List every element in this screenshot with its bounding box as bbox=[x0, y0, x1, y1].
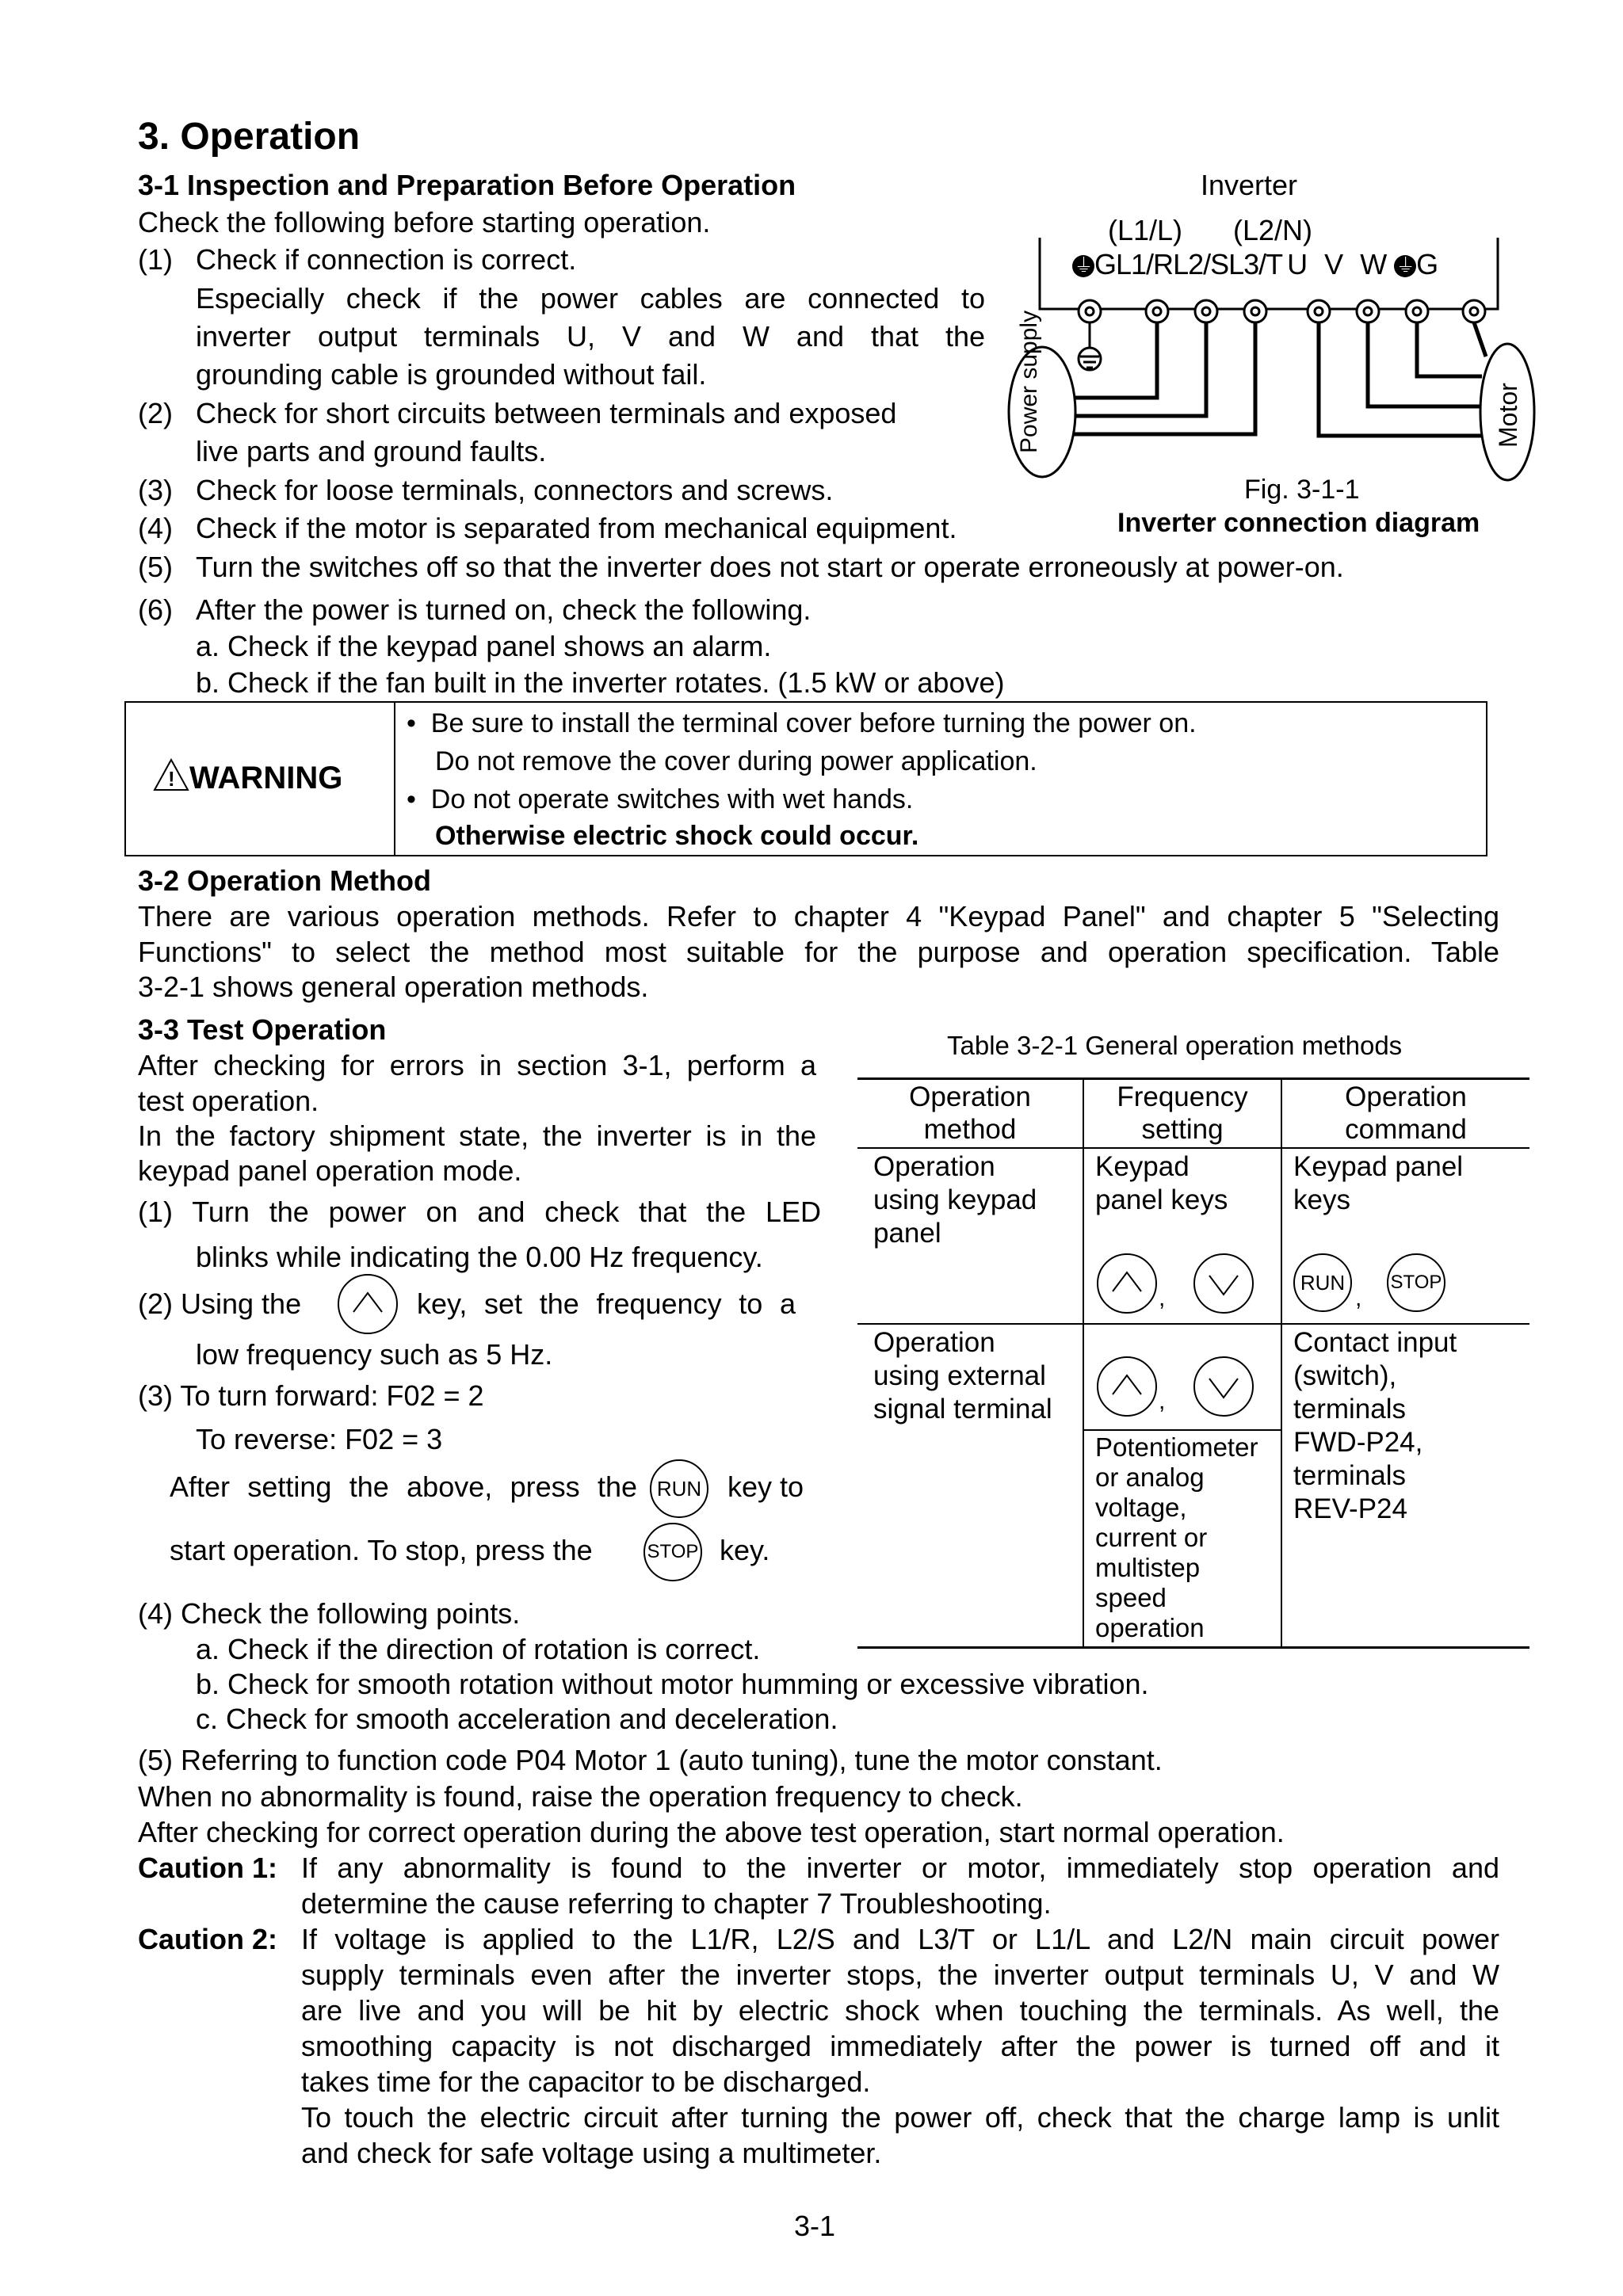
table-cell: Keypad panel keys bbox=[1293, 1151, 1464, 1215]
caution-2-label: Caution 2: bbox=[138, 1923, 277, 1955]
warning-label: WARNING bbox=[189, 761, 343, 795]
l1l-label: (L1/L) bbox=[1108, 214, 1183, 246]
item-4-line: Check if the motor is separated from mechanical equipment. bbox=[196, 512, 957, 544]
caution-2-text: smoothing capacity is not discharged immediately after the power is turned off and it bbox=[301, 2030, 1499, 2062]
caution-2-text: and check for safe voltage using a multimeter. bbox=[301, 2137, 882, 2169]
item-6-sub: a. Check if the keypad panel shows an alarm. bbox=[196, 630, 772, 662]
step-1: (1) Turn the power on and check that the LED bbox=[138, 1196, 821, 1228]
motor-label: Motor bbox=[1494, 383, 1522, 448]
run-key-icon: RUN bbox=[650, 1459, 708, 1518]
item-3-line: Check for loose terminals, connectors and screws. bbox=[196, 474, 834, 506]
step-2: key, set the frequency to a bbox=[417, 1287, 796, 1320]
earth-icon: ⏚ bbox=[1072, 255, 1094, 277]
stop-key-icon: STOP bbox=[643, 1523, 702, 1581]
step-4-sub: a. Check if the direction of rotation is correct. bbox=[196, 1633, 761, 1665]
item-2-line: live parts and ground faults. bbox=[196, 435, 547, 467]
section-3-3-text: keypad panel operation mode. bbox=[138, 1154, 522, 1187]
section-3-3-title: 3-3 Test Operation bbox=[138, 1013, 387, 1046]
power-supply-label: Power supply bbox=[1016, 310, 1042, 453]
earth-icon: ⏚ bbox=[1394, 255, 1416, 277]
table-cell: Operation using external signal terminal bbox=[873, 1327, 1052, 1425]
section-3-2-line: 3-2-1 shows general operation methods. bbox=[138, 971, 649, 1003]
figure-caption: Inverter connection diagram bbox=[1117, 508, 1480, 538]
table-cell: Operation using keypad panel bbox=[873, 1151, 1037, 1249]
item-1-line: Check if connection is correct. bbox=[196, 243, 577, 276]
item-4-num: (4) bbox=[138, 512, 173, 544]
step-2: low frequency such as 5 Hz. bbox=[196, 1338, 553, 1371]
caution-1-text: If any abnormality is found to the inverter or motor, immediately stop operation and bbox=[301, 1852, 1499, 1884]
table-rule bbox=[857, 1323, 1529, 1325]
section-3-3-text: After checking for errors in section 3-1, perform a bbox=[138, 1049, 816, 1081]
warning-label-wrap bbox=[153, 758, 342, 795]
terminal-circles bbox=[1079, 300, 1485, 322]
table-header-frequency: Frequency setting bbox=[1117, 1081, 1248, 1145]
caution-2-text: To touch the electric circuit after turning the power off, check that the charge lamp is unlit bbox=[301, 2101, 1499, 2134]
comma: , bbox=[1159, 1388, 1166, 1414]
figure-number: Fig. 3-1-1 bbox=[1244, 475, 1360, 505]
caution-2-text: takes time for the capacitor to be discharged. bbox=[301, 2065, 871, 2098]
section-3-1-intro: Check the following before starting operation. bbox=[138, 206, 711, 238]
warning-text-bold: Otherwise electric shock could occur. bbox=[435, 821, 919, 851]
terminal-l3t-label: L3/T bbox=[1228, 248, 1283, 280]
down-key-icon bbox=[1193, 1356, 1254, 1417]
item-2-line: Check for short circuits between terminals and exposed bbox=[196, 397, 897, 429]
table-caption: Table 3-2-1 General operation methods bbox=[947, 1031, 1403, 1060]
section-3-2-title: 3-2 Operation Method bbox=[138, 864, 432, 897]
step-3: key to bbox=[727, 1470, 804, 1503]
section-3-3-text: In the factory shipment state, the inverter is in the bbox=[138, 1119, 816, 1152]
power-wires bbox=[1070, 322, 1255, 434]
step-3: (3) To turn forward: F02 = 2 bbox=[138, 1379, 484, 1412]
step-5: (5) Referring to function code P04 Motor 1 (auto tuning), tune the motor constant. bbox=[138, 1744, 1163, 1776]
terminal-l1r-label: L1/R bbox=[1116, 248, 1174, 280]
step-1: blinks while indicating the 0.00 Hz frequency. bbox=[196, 1241, 763, 1273]
step-4-sub: b. Check for smooth rotation without motor humming or excessive vibration. bbox=[196, 1668, 1149, 1700]
warning-text: Do not operate switches with wet hands. bbox=[430, 784, 914, 814]
terminal-w-label: W bbox=[1360, 248, 1387, 280]
comma: , bbox=[1355, 1285, 1362, 1311]
warning-box bbox=[124, 701, 1487, 856]
after-text: After checking for correct operation during the above test operation, start normal operation. bbox=[138, 1816, 1285, 1848]
caution-2-text: If voltage is applied to the L1/R, L2/S and L3/T or L1/L and L2/N main circuit power bbox=[301, 1923, 1499, 1955]
terminal-g2-label: G bbox=[1416, 248, 1438, 280]
svg-text:!: ! bbox=[168, 767, 175, 791]
comma: , bbox=[1159, 1285, 1166, 1311]
up-key-icon bbox=[338, 1274, 398, 1334]
table-cell: Contact input (switch), terminals FWD-P24, terminals REV-P24 bbox=[1293, 1327, 1457, 1524]
table-rule bbox=[857, 1077, 1529, 1080]
item-1-line: Especially check if the power cables are connected to bbox=[196, 282, 985, 315]
item-2-num: (2) bbox=[138, 397, 173, 429]
warning-bullet-2: • Do not operate switches with wet hands. bbox=[407, 784, 914, 814]
caution-1-label: Caution 1: bbox=[138, 1852, 277, 1884]
section-3-2-line: There are various operation methods. Refer to chapter 4 "Keypad Panel" and chapter 5 "Selecting bbox=[138, 900, 1499, 933]
after-text: When no abnormality is found, raise the operation frequency to check. bbox=[138, 1780, 1023, 1813]
operation-methods-table bbox=[857, 1077, 1529, 1648]
step-4-sub: c. Check for smooth acceleration and deceleration. bbox=[196, 1703, 838, 1735]
caution-1-text: determine the cause referring to chapter 7 Troubleshooting. bbox=[301, 1887, 1052, 1920]
down-key-icon bbox=[1193, 1253, 1254, 1314]
page-number: 3-1 bbox=[794, 2210, 836, 2242]
terminal-v-label: V bbox=[1324, 248, 1343, 280]
caution-2-text: supply terminals even after the inverter stops, the inverter output terminals U, V and W bbox=[301, 1958, 1499, 1991]
item-1-num: (1) bbox=[138, 243, 173, 276]
table-header-method: Operation method bbox=[909, 1081, 1031, 1145]
inverter-label: Inverter bbox=[1201, 169, 1298, 201]
warning-triangle-icon bbox=[153, 758, 189, 791]
warning-divider bbox=[394, 703, 395, 855]
l2n-label: (L2/N) bbox=[1233, 214, 1313, 246]
run-key-icon: RUN bbox=[1293, 1253, 1352, 1312]
table-rule bbox=[1281, 1077, 1282, 1648]
terminal-g1-label: G bbox=[1094, 248, 1117, 280]
table-cell: Keypad panel keys bbox=[1095, 1151, 1228, 1215]
step-3: After setting the above, press the bbox=[170, 1470, 637, 1503]
item-6-line: After the power is turned on, check the following. bbox=[196, 593, 812, 626]
item-6-sub: b. Check if the fan built in the inverter rotates. (1.5 kW or above) bbox=[196, 666, 1005, 699]
stop-key-icon: STOP bbox=[1387, 1253, 1445, 1312]
warning-text: Do not remove the cover during power application. bbox=[435, 746, 1037, 776]
section-3-1-title: 3-1 Inspection and Preparation Before Operation bbox=[138, 169, 796, 201]
table-rule bbox=[857, 1147, 1529, 1149]
item-5-line: Turn the switches off so that the inverter does not start or operate erroneously at power-on. bbox=[196, 551, 1344, 583]
step-2: (2) Using the bbox=[138, 1287, 302, 1320]
up-key-icon bbox=[1097, 1253, 1157, 1314]
item-3-num: (3) bbox=[138, 474, 173, 506]
table-cell: Potentiometer or analog voltage, current or multistep speed operation bbox=[1095, 1432, 1258, 1642]
warning-text: Be sure to install the terminal cover before turning the power on. bbox=[430, 708, 1197, 738]
step-4: (4) Check the following points. bbox=[138, 1597, 521, 1630]
section-3-3-text: test operation. bbox=[138, 1085, 319, 1117]
page-title: 3. Operation bbox=[138, 116, 361, 158]
terminal-u-label: U bbox=[1287, 248, 1308, 280]
terminal-l2s-label: L2/S bbox=[1173, 248, 1229, 280]
warning-bullet-1: • Be sure to install the terminal cover before turning the power on. bbox=[407, 708, 1197, 738]
terminal-labels bbox=[1072, 247, 1438, 282]
item-6-num: (6) bbox=[138, 593, 173, 626]
step-3: start operation. To stop, press the bbox=[170, 1534, 593, 1566]
step-3: key. bbox=[720, 1534, 770, 1566]
step-3: To reverse: F02 = 3 bbox=[196, 1423, 443, 1455]
table-rule bbox=[857, 1646, 1529, 1649]
item-5-num: (5) bbox=[138, 551, 173, 583]
table-header-command: Operation command bbox=[1345, 1081, 1467, 1145]
table-rule bbox=[1083, 1077, 1084, 1648]
section-3-2-line: Functions" to select the method most suitable for the purpose and operation specification. Table bbox=[138, 936, 1499, 968]
up-key-icon bbox=[1097, 1356, 1157, 1417]
ground-symbol bbox=[1079, 322, 1101, 370]
motor-wires bbox=[1319, 322, 1486, 436]
item-1-line: grounding cable is grounded without fail. bbox=[196, 358, 707, 391]
table-rule bbox=[1083, 1429, 1281, 1431]
caution-2-text: are live and you will be hit by electric shock when touching the terminals. As well, the bbox=[301, 1994, 1499, 2027]
item-1-line: inverter output terminals U, V and W and that the bbox=[196, 320, 985, 353]
